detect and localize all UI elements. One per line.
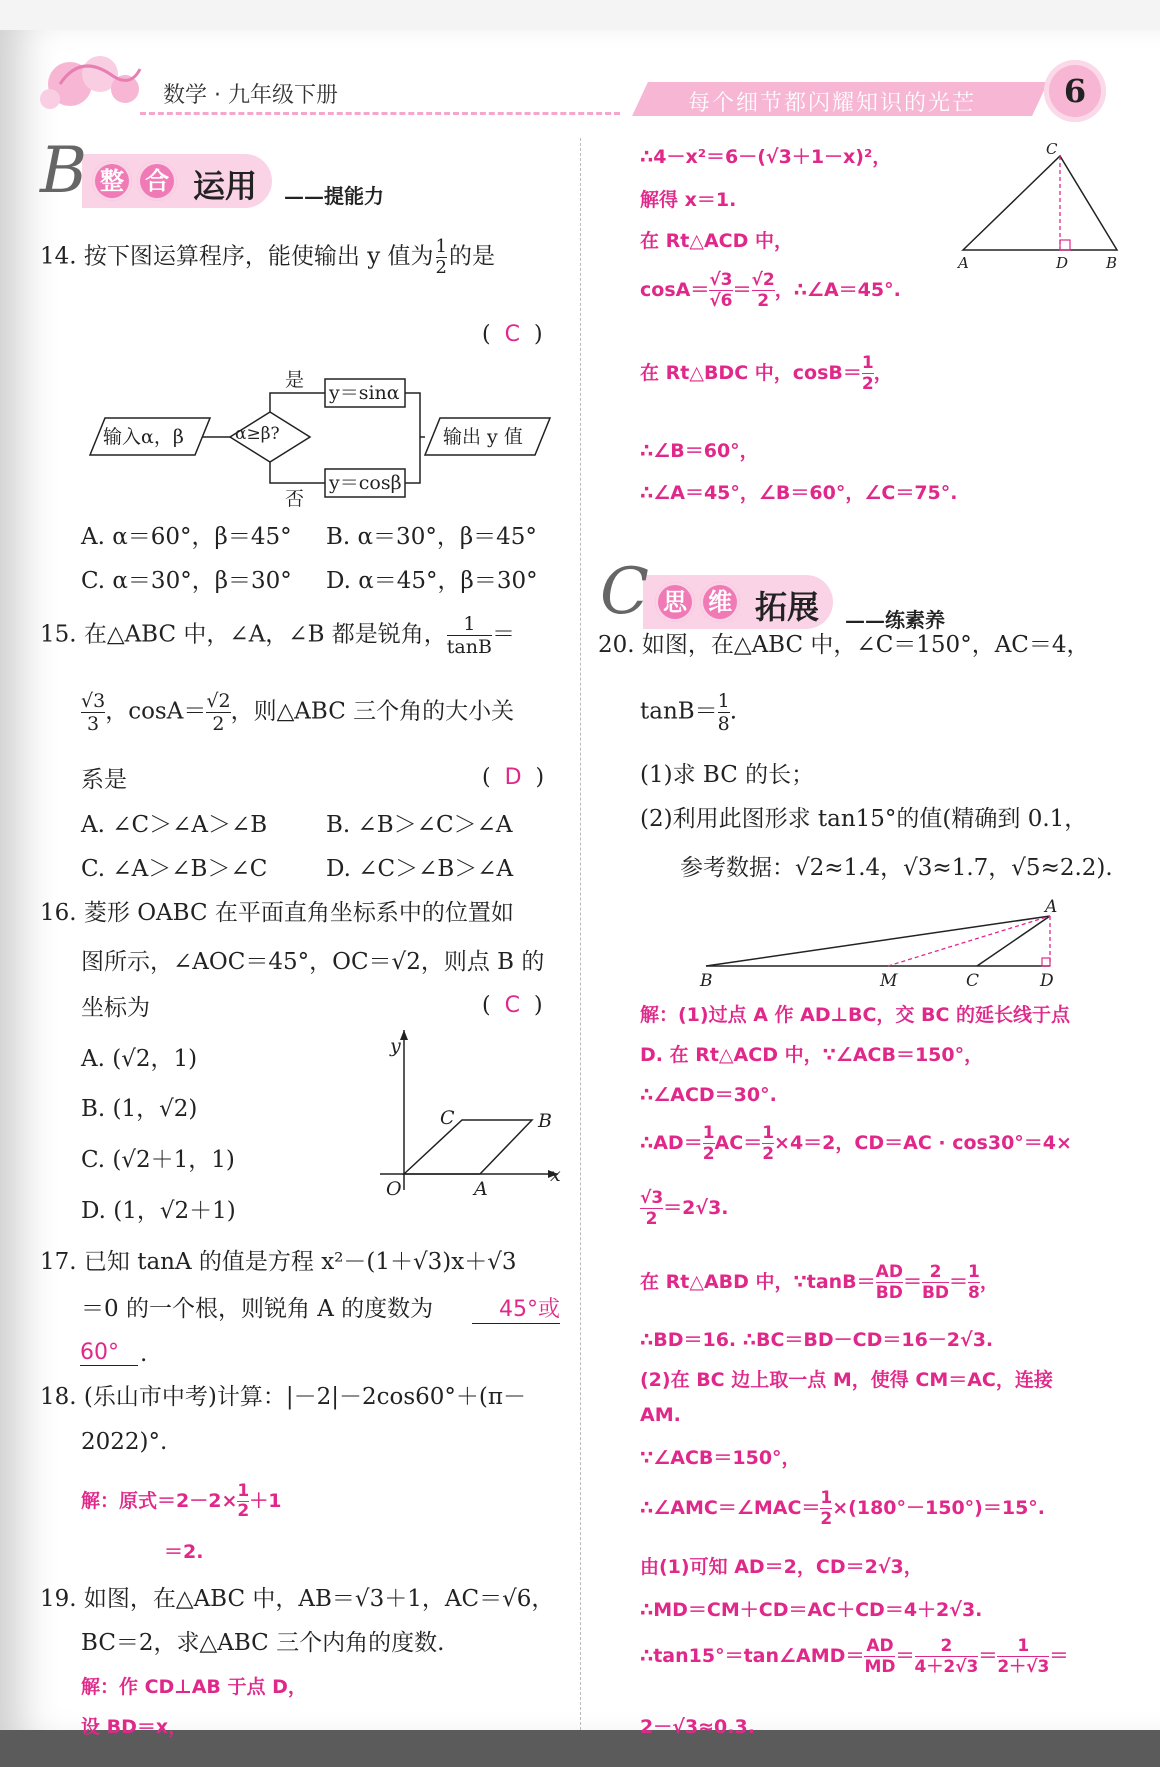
q17-end: . [140,1341,148,1367]
q20-s4-tail: ×4＝2，CD＝AC · cos30°＝4× [774,1132,1072,1154]
q20-s5 [640,1188,729,1229]
q20-frac-num: √3 [640,1188,664,1208]
slogan: 每个细节都闪耀知识的光芒 [688,91,977,116]
section-c-letter: C [600,555,649,629]
q20-frac-num: AD [875,1262,903,1282]
section-c-subtitle: ——练素养 [845,608,945,632]
q15-option-d: D. ∠C＞∠B＞∠A [326,856,514,882]
q20-s7: ∴BD＝16. ∴BC＝BD－CD＝16－2√3. [640,1329,994,1351]
q16-line3: 坐标为 [81,995,150,1021]
q20-frac-num: 2 [915,1636,979,1657]
q20-frac-den: 8 [717,713,730,735]
q20-frac-den: 2 [762,1144,775,1164]
q20-s14-frac3 [997,1636,1049,1677]
q20-s5-frac [640,1188,663,1229]
q15-option-a: A. ∠C＞∠A＞∠B [81,812,268,838]
q15-frac1-num: 1 [447,613,492,636]
flow-input: 输入α，β [103,426,184,448]
q19-cosA-frac1 [709,270,732,311]
q20-frac-den: 2 [645,1209,658,1229]
q20-frac-num: 2 [922,1262,949,1283]
q19-cosA [640,270,901,311]
q15-line1 [40,613,515,658]
q20-s11-frac [820,1488,832,1529]
q19-frac-num: √3 [709,270,733,290]
q14-stem: 14. 按下图运算程序，能使输出 y 值为 [40,243,434,270]
flow-output: 输出 y 值 [443,426,523,448]
q20-s6-frac2 [922,1262,949,1303]
q19-r5: ∴∠A＝45°，∠B＝60°，∠C＝75°. [640,482,958,504]
q15-frac3 [206,690,230,735]
q14-frac-num: 1 [435,236,447,257]
q19-frac-den: 2 [757,291,770,311]
section-b-letter: B [40,134,88,208]
q20-part2: (2)利用此图形求 tan15°的值(精确到 0.1， [640,806,1088,832]
q20-label-b: B [700,971,713,991]
q19-r4: ∴∠B＝60°， [640,440,759,462]
q14-tail: 的是 [448,243,495,270]
q20-s1: 解：(1)过点 A 作 AD⊥BC，交 BC 的延长线于点 [640,1004,1071,1026]
q14-fraction [436,237,447,278]
q20-s4-mid: AC＝ [714,1132,763,1154]
q19-solution-1: 解：作 CD⊥AB 于点 D， [81,1676,307,1698]
section-c-title: 拓展 [755,588,820,626]
q17-line1: 17. 已知 tanA 的值是方程 x²－(1＋√3)x＋√3 [40,1249,517,1275]
q20-line1: 20. 如图，在△ABC 中，∠C＝150°，AC＝4， [598,632,1090,658]
q20-eq: ＝ [895,1645,915,1667]
column-divider [580,138,581,1730]
q16-answer: C [504,993,520,1018]
q20-s11-part: ∴∠AMC＝∠MAC＝ [640,1497,821,1519]
q20-s14 [640,1636,1068,1677]
q20-frac-num: AD [866,1636,894,1656]
q20-s6 [640,1262,999,1303]
q15-frac3-den: 2 [212,713,225,735]
q15-option-c: C. ∠A＞∠B＞∠C [81,856,268,882]
q18-line1: 18. (乐山市中考)计算：|－2|－2cos60°＋(π－ [40,1384,526,1410]
q20-triangle-diagram [700,898,1060,978]
q18-sol-frac-num: 1 [237,1481,250,1501]
q19-frac-num: √2 [751,270,775,290]
q17-answer-2: 60° [80,1340,138,1366]
q20-s6-frac1 [876,1262,903,1303]
header-dash-line [140,112,620,115]
q20-frac-num: 1 [997,1636,1049,1657]
q16-label-c: C [440,1107,455,1129]
q19-r3: 在 Rt△ACD 中， [640,230,793,252]
page [0,30,1160,1738]
top-strip [0,0,1160,30]
q19-line2: BC＝2，求△ABC 三个内角的度数. [81,1630,445,1656]
q19-cosB-part: 在 Rt△BDC 中，cosB＝ [640,362,862,384]
q18-solution-1 [81,1482,281,1521]
q15-line3: 系是 [81,767,127,793]
q14-option-b: B. α＝30°，β＝45° [326,524,537,550]
q15-frac2-num: √3 [81,690,106,712]
q16-label-o: O [386,1178,402,1200]
q20-tan-part: tanB＝ [640,698,718,725]
q20-tan-tail: . [729,698,738,725]
q19-label-d: D [1056,254,1069,272]
section-c-char: 思 [655,582,695,622]
q20-s5-tail: ＝2√3. [663,1197,729,1219]
q20-s6-tail: ， [979,1271,999,1293]
q19-triangle-diagram [955,140,1125,260]
q19-frac-num: 1 [861,353,874,373]
q19-line1: 19. 如图，在△ABC 中，AB＝√3＋1，AC＝√6， [40,1586,555,1612]
q14-frac-den: 2 [435,257,447,278]
q16-line1: 16. 菱形 OABC 在平面直角坐标系中的位置如 [40,900,514,926]
q20-frac-num: 1 [968,1262,980,1282]
q20-label-a: A [1045,897,1058,917]
q17-answer-1: 45°或 [472,1292,560,1324]
q15-frac2-den: 3 [87,713,100,735]
q16-label-y: y [390,1035,401,1057]
q20-frac-den: BD [875,1283,903,1303]
q20-label-d: D [1040,971,1054,991]
q15-frac3-num: √2 [206,690,231,712]
page-number: 6 [1044,60,1106,122]
q20-label-m: M [880,971,898,991]
q19-eq: ＝ [732,279,752,301]
section-b-subtitle: ——提能力 [284,184,384,208]
q14-option-c: C. α＝30°，β＝30° [81,568,292,594]
q18-sol-part: 解：原式＝2－2× [81,1490,238,1512]
q16-answer-bracket: ( C ) [482,993,543,1018]
q20-frac-num: 1 [820,1488,833,1508]
q20-eq: ＝ [978,1645,998,1667]
q20-frac-num: 1 [702,1123,715,1143]
q20-s14-frac2 [915,1636,979,1677]
section-b-title: 运用 [193,167,258,205]
q20-s2: D. 在 Rt△ACD 中，∵∠ACB＝150°， [640,1044,984,1066]
section-b-chars [92,161,177,201]
q19-r1: ∴4－x²＝6－(√3＋1－x)²， [640,146,892,168]
q18-line2: 2022)°. [81,1429,168,1455]
q15-option-b: B. ∠B＞∠C＞∠A [326,812,513,838]
q16-line2: 图所示，∠AOC＝45°，OC＝√2，则点 B 的 [81,949,545,975]
section-b-char: 整 [92,161,132,201]
q18-sol-frac-den: 2 [237,1501,250,1521]
q20-s14-tail: ＝ [1049,1645,1069,1667]
q20-s3: ∴∠ACD＝30°. [640,1084,777,1106]
q14-answer: C [504,322,520,347]
q20-frac-num: 1 [717,690,730,712]
q15-frac1 [447,613,492,658]
q19-cosA-tail: ，∴∠A＝45°. [774,279,901,301]
q19-label-c: C [1046,140,1058,158]
q19-frac-den: √6 [709,291,733,311]
q20-s11-tail: ×(180°－150°)＝15°. [832,1497,1046,1519]
q20-frac-num: 1 [762,1123,775,1143]
q20-s8: (2)在 BC 边上取一点 M，使得 CM＝AC，连接 [640,1369,1053,1391]
q20-part1: (1)求 BC 的长； [640,762,815,788]
q20-s6-part: 在 Rt△ABD 中，∵tanB＝ [640,1271,876,1293]
q20-frac-den: 8 [968,1283,980,1303]
q15-answer: D [504,765,522,790]
q20-tan-frac [718,690,730,735]
q20-s12: 由(1)可知 AD＝2，CD＝2√3， [640,1556,923,1578]
q20-part3: 参考数据：√2≈1.4，√3≈1.7，√5≈2.2). [680,855,1113,881]
q20-s14-part: ∴tan15°＝tan∠AMD＝ [640,1645,865,1667]
q15-mid: ，cosA＝ [105,698,207,725]
q16-option-b: B. (1，√2) [81,1096,198,1122]
q19-cosB [640,353,893,394]
q20-frac-den: BD [921,1283,950,1303]
q16-option-a: A. (√2，1) [81,1046,198,1072]
q20-s6-frac3 [968,1262,980,1303]
book-title: 数学 · 九年级下册 [163,83,338,108]
q20-s4 [640,1123,1072,1164]
q20-tanB [640,690,737,735]
section-b-char: 合 [137,161,177,201]
q14-option-a: A. α＝60°，β＝45° [81,524,292,550]
q16-option-d: D. (1，√2＋1) [81,1198,236,1224]
q20-s15: 2－√3≈0.3. [640,1716,755,1738]
q16-label-b: B [538,1110,552,1132]
q14-answer-bracket: ( C ) [482,322,543,347]
q18-solution-2: ＝2. [164,1541,204,1563]
q15-tail: ，则△ABC 三个角的大小关 [230,698,515,725]
q20-s4-frac2 [762,1123,774,1164]
q16-label-a: A [474,1178,488,1200]
q20-s4-part: ∴AD＝ [640,1132,703,1154]
q15-line2 [81,690,514,735]
q20-eq: ＝ [949,1271,969,1293]
flow-sin-box: y＝sinα [329,382,400,404]
q18-sol-frac [237,1482,249,1521]
q20-s9: AM. [640,1404,681,1426]
q20-eq: ＝ [902,1271,922,1293]
q14-option-d: D. α＝45°，β＝30° [326,568,538,594]
q19-cosB-frac [862,353,874,394]
section-c-chars [655,582,740,622]
q20-s10: ∵∠ACB＝150°， [640,1447,801,1469]
q19-cosB-tail: ， [873,362,893,384]
q20-s13: ∴MD＝CM＋CD＝AC＋CD＝4＋2√3. [640,1599,983,1621]
q16-rhombus-diagram [380,1030,560,1200]
q19-frac-den: 2 [861,374,874,394]
q20-frac-den: MD [864,1657,896,1677]
q20-frac-den: 4＋2√3 [914,1657,979,1677]
q15-frac2 [81,690,105,735]
q20-frac-den: 2＋√3 [997,1657,1050,1677]
q19-r2: 解得 x＝1. [640,189,737,211]
q19-cosA-part: cosA＝ [640,279,710,301]
q20-frac-den: 2 [702,1144,715,1164]
q20-s11 [640,1488,1045,1529]
section-c-char: 维 [700,582,740,622]
q19-cosA-frac2 [752,270,775,311]
flow-no: 否 [285,488,305,510]
q15-frac1-den: tanB [446,636,492,658]
q18-sol-tail: ＋1 [249,1490,282,1512]
q19-label-b: B [1106,254,1118,272]
q19-solution-2: 设 BD＝x， [81,1716,188,1738]
q16-option-c: C. (√2＋1，1) [81,1147,235,1173]
q16-label-x: x [550,1164,561,1186]
q19-label-a: A [958,254,969,272]
q15-stem: 15. 在△ABC 中，∠A，∠B 都是锐角， [40,621,447,648]
flow-condition: α≥β? [235,424,280,444]
q15-answer-bracket: ( D ) [482,765,545,790]
q20-s14-frac1 [864,1636,895,1677]
q14-text [40,237,495,278]
q15-eq: ＝ [491,621,515,648]
floral-ornament-icon [30,44,150,124]
flow-cos-box: y＝cosβ [329,472,402,494]
q20-s4-frac1 [703,1123,715,1164]
q17-line2: ＝0 的一个根，则锐角 A 的度数为 [81,1296,434,1322]
q20-label-c: C [966,971,980,991]
flow-yes: 是 [285,369,305,391]
q20-frac-den: 2 [820,1509,833,1529]
